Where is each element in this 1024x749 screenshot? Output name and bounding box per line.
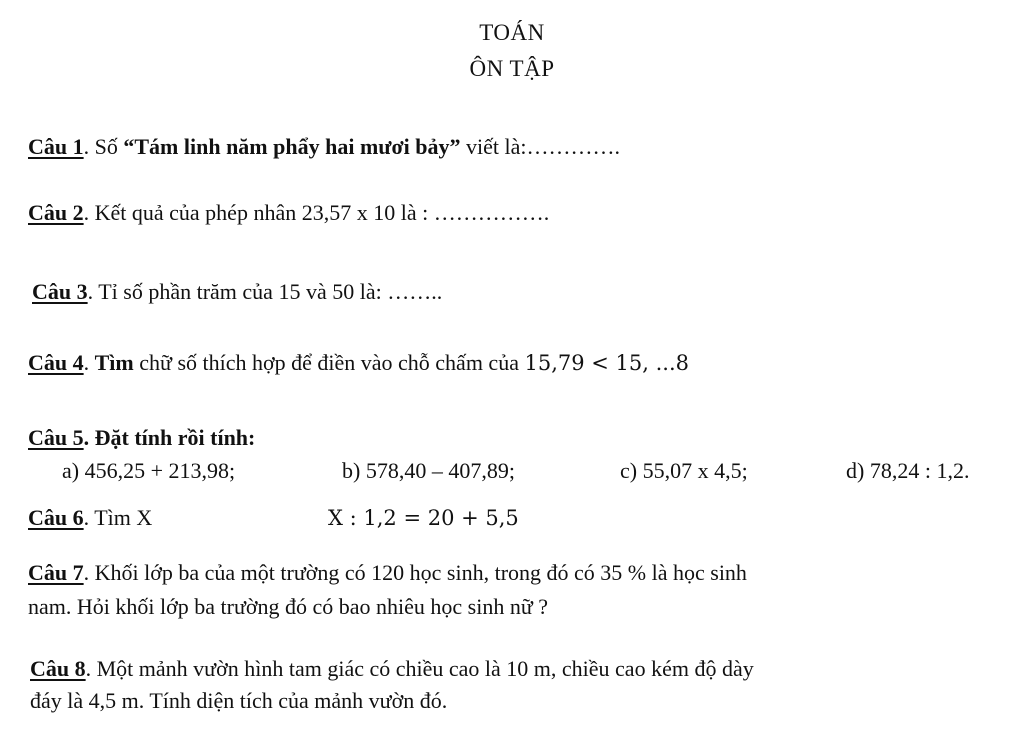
question-7-line-2: nam. Hỏi khối lớp ba trường đó có bao nhiêu học sinh nữ ? xyxy=(28,594,549,619)
question-8-line-2: đáy là 4,5 m. Tính diện tích của mảnh vườn đó. xyxy=(30,688,448,713)
question-5-part-b: b) 578,40 – 407,89; xyxy=(342,458,515,483)
question-4 xyxy=(28,350,689,376)
question-2-label: Câu 2 xyxy=(28,200,84,225)
question-6-label: Câu 6 xyxy=(28,505,84,530)
question-7 xyxy=(28,560,747,586)
question-4-expression: 15,79 < 15, ...8 xyxy=(524,351,689,375)
question-5-text: . Đặt tính rồi tính: xyxy=(83,425,256,450)
question-3-label: Câu 3 xyxy=(32,279,88,304)
question-1-number-words: “Tám linh năm phẩy hai mươi bảy” xyxy=(123,134,461,159)
question-6 xyxy=(28,505,152,531)
question-8-line-1: . Một mảnh vườn hình tam giác có chiều cao là 10 m, chiều cao kém độ dày xyxy=(85,656,754,681)
question-5-label: Câu 5 xyxy=(28,425,84,450)
question-8-label: Câu 8 xyxy=(30,656,86,681)
question-5-part-c: c) 55,07 x 4,5; xyxy=(620,458,748,483)
question-1-prefix: . Số xyxy=(83,134,124,159)
question-6-expression: X : 1,2 = 20 + 5,5 xyxy=(328,506,519,530)
question-4-label: Câu 4 xyxy=(28,350,84,375)
question-5-part-d: d) 78,24 : 1,2. xyxy=(846,458,970,483)
question-1-label: Câu 1 xyxy=(28,134,84,159)
question-2 xyxy=(28,200,549,226)
question-5 xyxy=(28,425,255,451)
question-7-label: Câu 7 xyxy=(28,560,84,585)
question-1-answer-blank: viết là:…………. xyxy=(460,134,620,159)
question-2-text: . Kết quả của phép nhân 23,57 x 10 là : ……………. xyxy=(83,200,550,225)
question-7-line-1: . Khối lớp ba của một trường có 120 học sinh, trong đó có 35 % là học sinh xyxy=(83,560,747,585)
question-3-text: . Tỉ số phần trăm của 15 và 50 là: …….. xyxy=(87,279,443,304)
question-4-keyword: Tìm xyxy=(94,350,134,375)
question-3 xyxy=(32,279,442,305)
question-6-text: . Tìm X xyxy=(83,505,153,530)
question-8 xyxy=(30,656,754,682)
question-4-separator: . xyxy=(83,350,95,375)
subject-title: TOÁN xyxy=(479,20,545,45)
question-5-part-a: a) 456,25 + 213,98; xyxy=(62,458,236,483)
question-4-text: chữ số thích hợp để điền vào chỗ chấm của xyxy=(133,350,525,375)
topic-title: ÔN TẬP xyxy=(469,56,555,81)
question-1 xyxy=(28,134,620,160)
